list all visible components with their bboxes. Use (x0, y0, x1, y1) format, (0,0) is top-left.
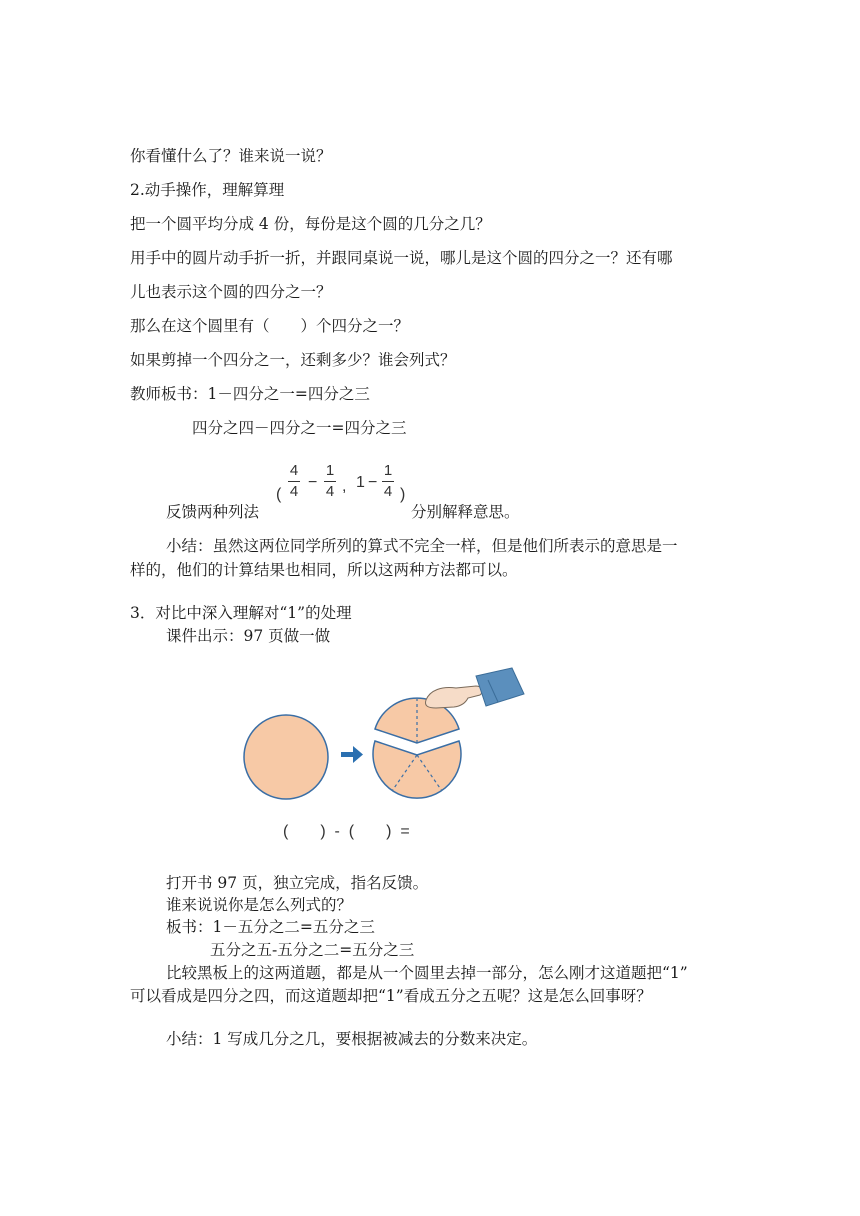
hand-icon (425, 668, 524, 708)
board-writing-line: 五分之五-五分之二=五分之三 (210, 941, 415, 959)
text-line: 用手中的圆片动手折一折，并跟同桌说一说，哪儿是这个圆的四分之一？还有哪 (130, 249, 673, 267)
remaining-sector (373, 741, 461, 798)
board-writing-line: 教师板书：1－四分之一=四分之三 (130, 385, 370, 403)
text-line: 如果剪掉一个四分之一，还剩多少？谁会列式？ (130, 351, 456, 369)
text-line: 比较黑板上的这两道题，都是从一个圆里去掉一部分，怎么刚才这道题把“1” (166, 964, 688, 982)
formula-open-paren: ( (276, 486, 282, 503)
denominator: 4 (325, 483, 335, 500)
text-line: 把一个圆平均分成 4 份，每份是这个圆的几分之几？ (130, 215, 491, 233)
text-line: 儿也表示这个圆的四分之一？ (130, 283, 332, 301)
numerator: 4 (289, 462, 299, 479)
board-writing-line: 四分之四－四分之一=四分之三 (192, 419, 407, 437)
minus-sign: − (368, 474, 378, 491)
courseware-line: 课件出示：97 页做一做 (166, 627, 331, 645)
numerator: 1 (383, 462, 393, 479)
question-line: 你看懂什么了？谁来说一说？ (130, 147, 332, 165)
fraction-bar (382, 481, 394, 482)
feedback-label-end: 分别解释意思。 (411, 503, 520, 521)
formula-image (272, 460, 410, 510)
section-heading-2: 2.动手操作，理解算理 (130, 181, 285, 199)
whole-circle (244, 715, 328, 799)
text-line: 谁来说说你是怎么列式的？ (166, 896, 353, 914)
text-line: 那么在这个圆里有（ ）个四分之一？ (130, 317, 410, 335)
right-arrow-icon (341, 746, 363, 763)
comma: , (342, 478, 347, 495)
feedback-label: 反馈两种列法 (166, 503, 260, 521)
denominator: 4 (383, 483, 393, 500)
formula-close-paren: ) (400, 486, 406, 503)
fraction-bar (288, 481, 300, 482)
one: 1 (356, 474, 365, 491)
summary-line: 样的，他们的计算结果也相同，所以这两种方法都可以。 (130, 561, 518, 579)
denominator: 4 (289, 483, 299, 500)
fraction-one-fourth (324, 462, 336, 501)
board-writing-line: 板书：1－五分之二=五分之三 (166, 918, 375, 936)
fraction-bar (324, 481, 336, 482)
text-line: 打开书 97 页，独立完成，指名反馈。 (166, 874, 429, 892)
numerator: 1 (325, 462, 335, 479)
summary-line: 小结：1 写成几分之几，要根据被减去的分数来决定。 (166, 1030, 538, 1048)
section-heading-3: 3．对比中深入理解对“1”的处理 (130, 604, 352, 622)
summary-line: 小结：虽然这两位同学所列的算式不完全一样，但是他们所表示的意思是一 (166, 537, 678, 555)
fraction-one-fourth (382, 462, 394, 501)
minus-sign: − (308, 474, 318, 491)
fraction-four-fourths (288, 462, 300, 501)
blank-equation: ( ) - ( ) = (283, 823, 410, 840)
text-line: 可以看成是四分之四，而这道题却把“1”看成五分之五呢？这是怎么回事呀？ (130, 987, 652, 1005)
